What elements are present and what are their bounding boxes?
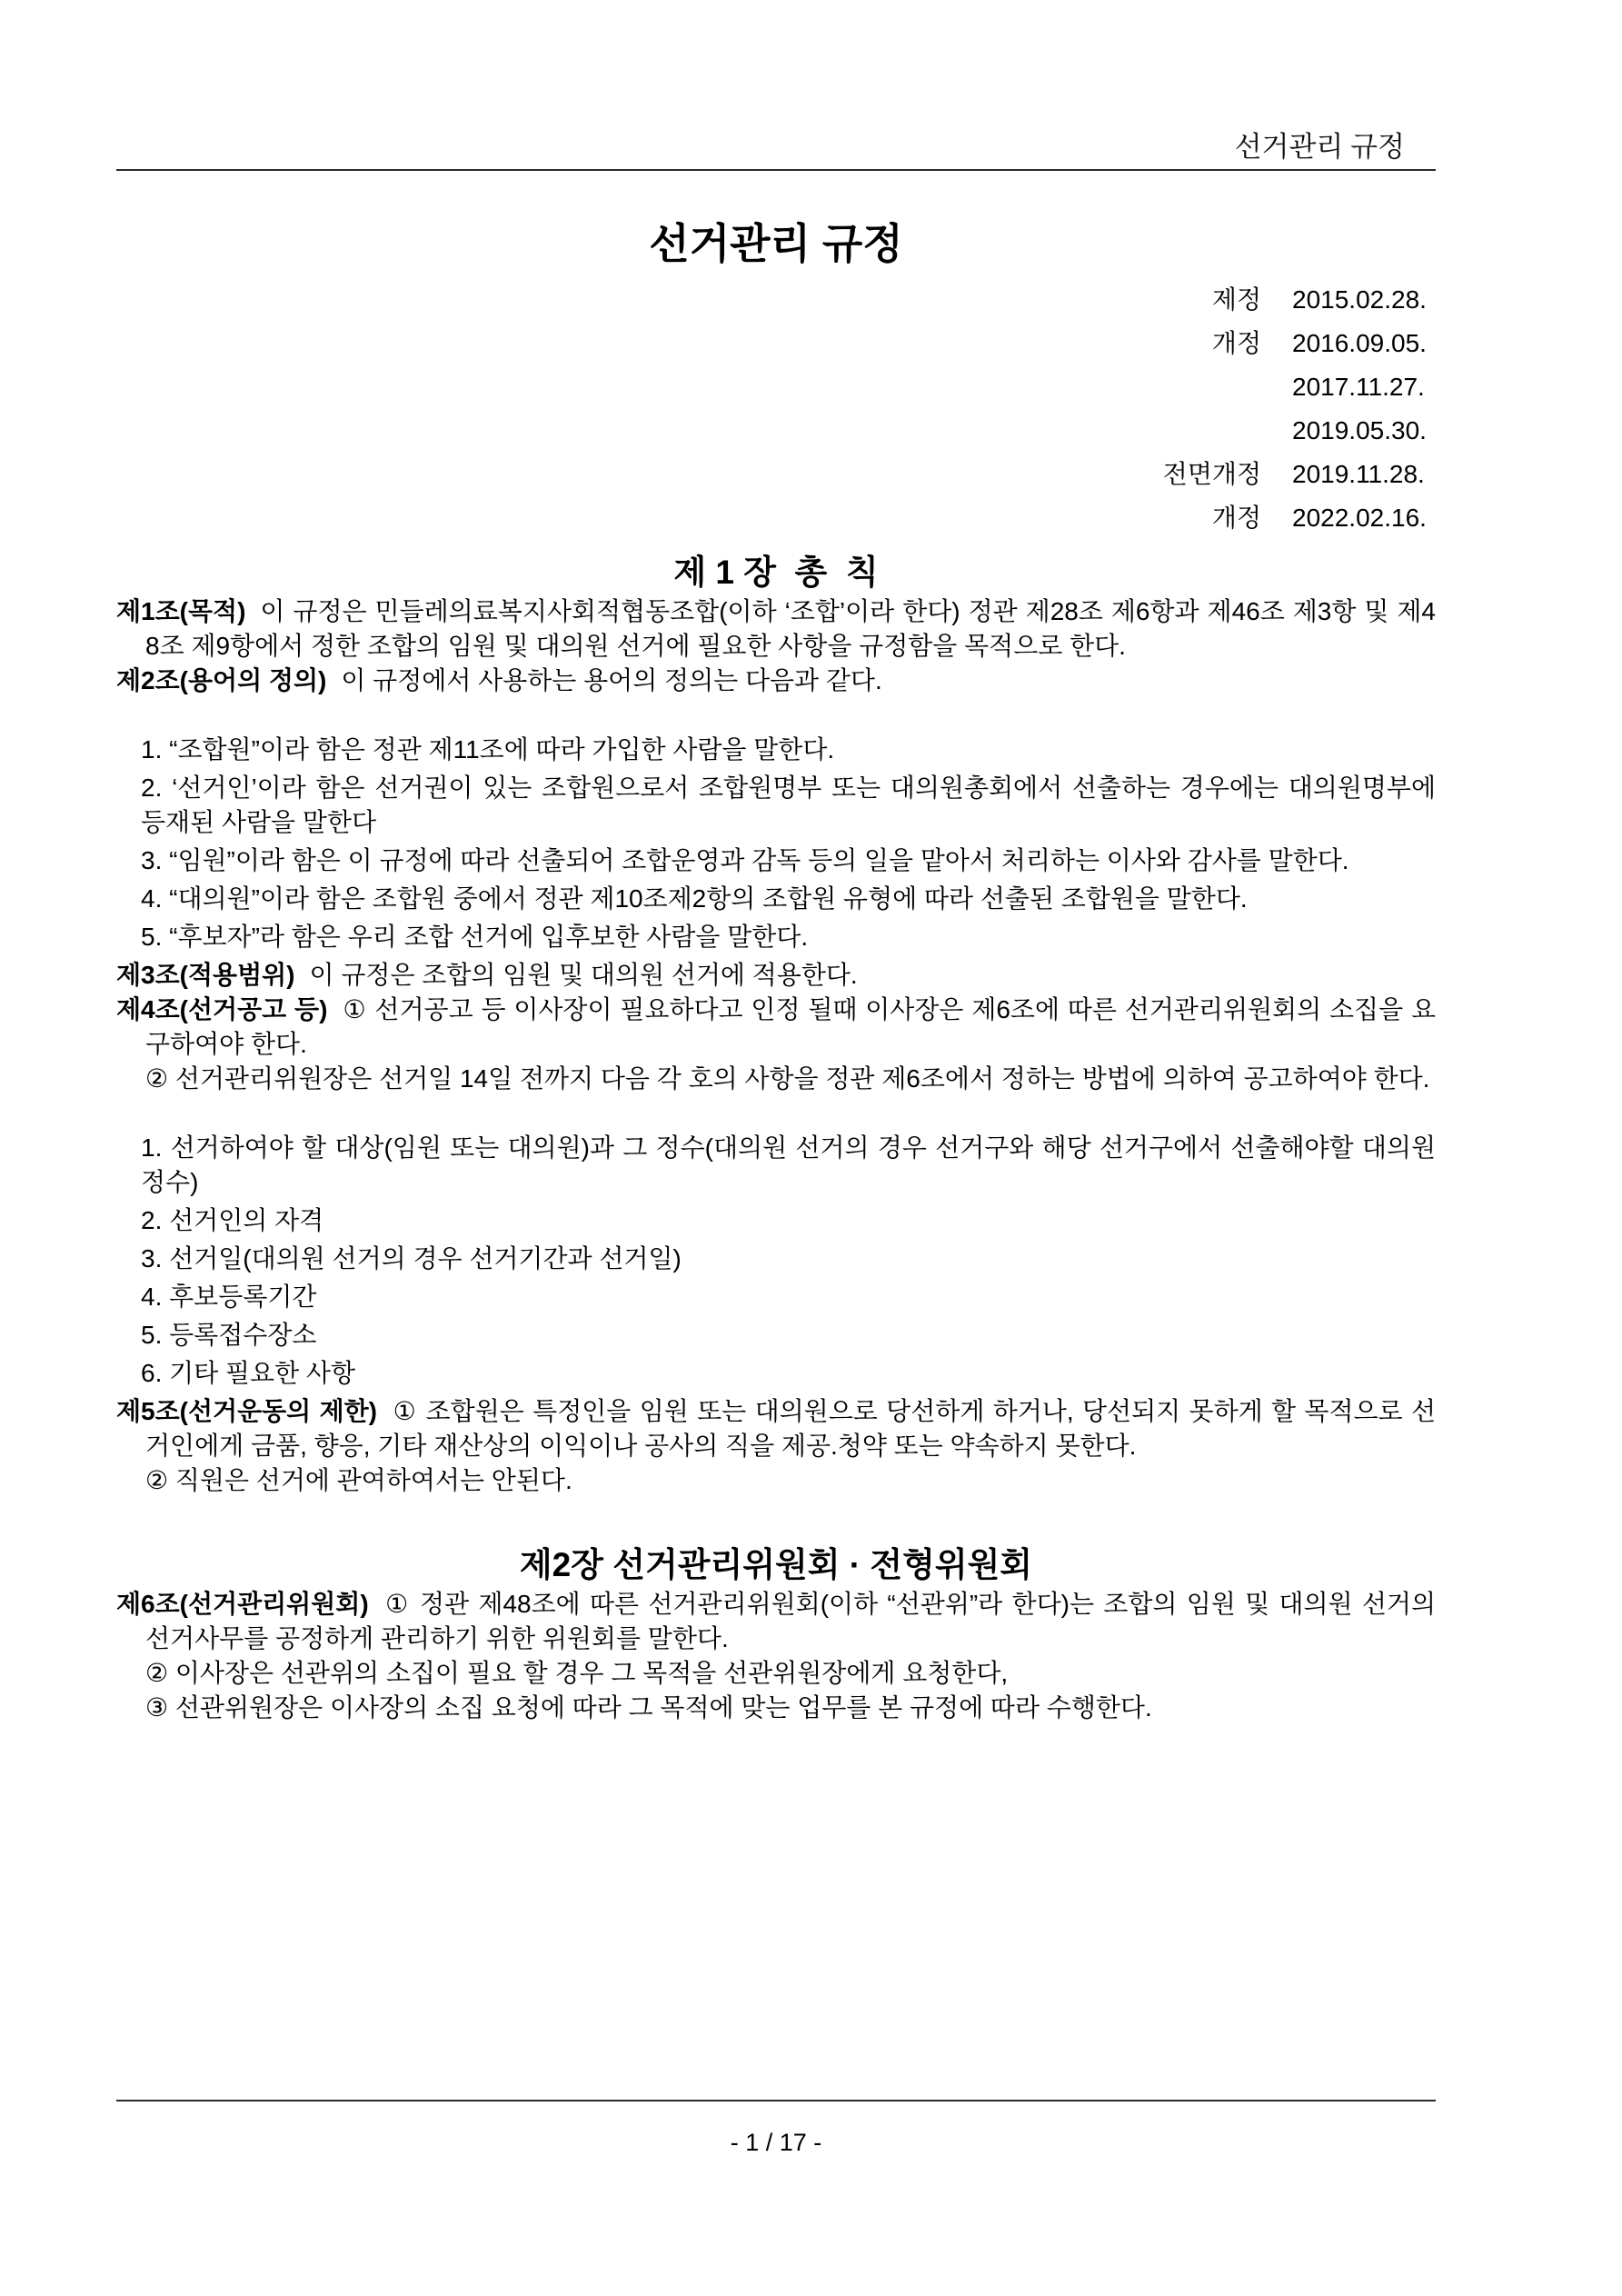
revision-date: 2019.05.30. xyxy=(1292,416,1427,444)
header-divider xyxy=(116,169,1436,171)
article-6-sub-1: ② 이사장은 선관위의 소집이 필요 할 경우 그 목적을 선관위원장에게 요청한다, xyxy=(145,1659,1009,1687)
article-5-label: 제5조(선거운동의 제한) xyxy=(116,1397,378,1425)
article-4-sub-1: ② 선거관리위원장은 선거일 14일 전까지 다음 각 호의 사항을 정관 제6조에서 정하는 방법에 의하여 공고하여야 한다. xyxy=(145,1064,1430,1093)
list-item: 5. “후보자”라 함은 우리 조합 선거에 입후보한 사람을 말한다. xyxy=(141,923,809,951)
revision-date: 2019.11.28. xyxy=(1292,460,1425,488)
notice-item-list xyxy=(116,1131,1436,1391)
article-5 xyxy=(116,1394,1436,1463)
revision-label: 개정 xyxy=(1211,329,1261,357)
article-5-text: ① 조합원은 특정인을 임원 또는 대의원으로 당선하게 하거나, 당선되지 못하게 할 목적으로 선거인에게 금품, 향응, 기타 재산상의 이익이나 공사의 직을 제공.청약 또는 약속하지 못한다. xyxy=(145,1397,1437,1460)
list-item: 1. “조합원”이라 함은 정관 제11조에 따라 가입한 사람을 말한다. xyxy=(141,735,835,764)
chapter-heading-2: 제2장 선거관리위원회 · 전형위원회 xyxy=(519,1546,1033,1583)
list-item: 3. “임원”이라 함은 이 규정에 따라 선출되어 조합운영과 감독 등의 일을 맡아서 처리하는 이사와 감사를 말한다. xyxy=(141,846,1349,874)
revision-date: 2016.09.05. xyxy=(1292,329,1427,357)
article-6-label: 제6조(선거관리위원회) xyxy=(116,1590,369,1618)
article-1-label: 제1조(목적) xyxy=(116,597,246,625)
revision-label: 전면개정 xyxy=(1162,460,1261,488)
list-item: 2. 선거인의 자격 xyxy=(141,1206,324,1234)
article-4-label: 제4조(선거공고 등) xyxy=(116,995,328,1023)
revision-label: 제정 xyxy=(1211,285,1261,314)
list-item: 6. 기타 필요한 사항 xyxy=(141,1359,356,1387)
chapter-heading-1: 제 1 장 총 칙 xyxy=(673,554,879,591)
revision-row xyxy=(116,365,1436,409)
list-item: 4. 후보등록기간 xyxy=(141,1283,317,1311)
revision-row xyxy=(116,409,1436,453)
running-header-text: 선거관리 규정 xyxy=(1234,131,1405,163)
article-5-sub-1: ② 직원은 선거에 관여하여서는 안된다. xyxy=(145,1466,572,1494)
revision-date: 2022.02.16. xyxy=(1292,504,1427,532)
list-item: 1. 선거하여야 할 대상(임원 또는 대의원)과 그 정수(대의원 선거의 경우 선거구와 해당 선거구에서 선출해야할 대의원 정수) xyxy=(141,1133,1436,1196)
article-6-text: ① 정관 제48조에 따른 선거관리위원회(이하 “선관위”라 한다)는 조합의 임원 및 대의원 선거의 선거사무를 공정하게 관리하기 위한 위원회를 말한다. xyxy=(145,1590,1436,1652)
article-2-label: 제2조(용어의 정의) xyxy=(116,666,327,694)
page-number: - 1 / 17 - xyxy=(730,2129,822,2156)
list-item: 5. 등록접수장소 xyxy=(141,1321,317,1349)
article-3-label: 제3조(적용범위) xyxy=(116,961,295,989)
revision-history xyxy=(116,278,1436,540)
revision-date: 2017.11.27. xyxy=(1292,373,1425,401)
article-1-text: 이 규정은 민들레의료복지사회적협동조합(이하 ‘조합’이라 한다) 정관 제28조 제6항과 제46조 제3항 및 제48조 제9항에서 정한 조합의 임원 및 대의원 선거에 필요한 사항을 규정함을 목적으로 한다. xyxy=(145,597,1436,660)
list-item: 4. “대의원”이라 함은 조합원 중에서 정관 제10조제2항의 조합원 유형에 따라 선출된 조합원을 말한다. xyxy=(141,884,1248,913)
article-2-text: 이 규정에서 사용하는 용어의 정의는 다음과 같다. xyxy=(341,666,882,694)
article-1 xyxy=(116,594,1436,664)
list-item: 2. ‘선거인’이라 함은 선거권이 있는 조합원으로서 조합원명부 또는 대의원총회에서 선출하는 경우에는 대의원명부에 등재된 사람을 말한다 xyxy=(141,774,1436,836)
revision-label: 개정 xyxy=(1211,504,1261,532)
article-3-text: 이 규정은 조합의 임원 및 대의원 선거에 적용한다. xyxy=(309,961,858,989)
revision-row xyxy=(116,453,1436,496)
page-content xyxy=(116,0,1436,1725)
page-title: 선거관리 규정 xyxy=(649,220,903,267)
revision-row xyxy=(116,322,1436,365)
revision-date: 2015.02.28. xyxy=(1292,285,1427,314)
article-4-text: ① 선거공고 등 이사장이 필요하다고 인정 될때 이사장은 제6조에 따른 선거관리위원회의 소집을 요구하여야 한다. xyxy=(145,995,1436,1058)
definition-list xyxy=(116,733,1436,954)
running-header xyxy=(116,131,1436,164)
article-3 xyxy=(116,958,1436,993)
list-item: 3. 선거일(대의원 선거의 경우 선거기간과 선거일) xyxy=(141,1244,682,1273)
revision-row xyxy=(116,278,1436,322)
footer-divider xyxy=(116,2100,1436,2101)
article-6 xyxy=(116,1587,1436,1656)
article-2 xyxy=(116,664,1436,698)
revision-row xyxy=(116,496,1436,540)
article-6-sub-2: ③ 선관위원장은 이사장의 소집 요청에 따라 그 목적에 맞는 업무를 본 규정에 따라 수행한다. xyxy=(145,1693,1152,1722)
article-4 xyxy=(116,993,1436,1062)
